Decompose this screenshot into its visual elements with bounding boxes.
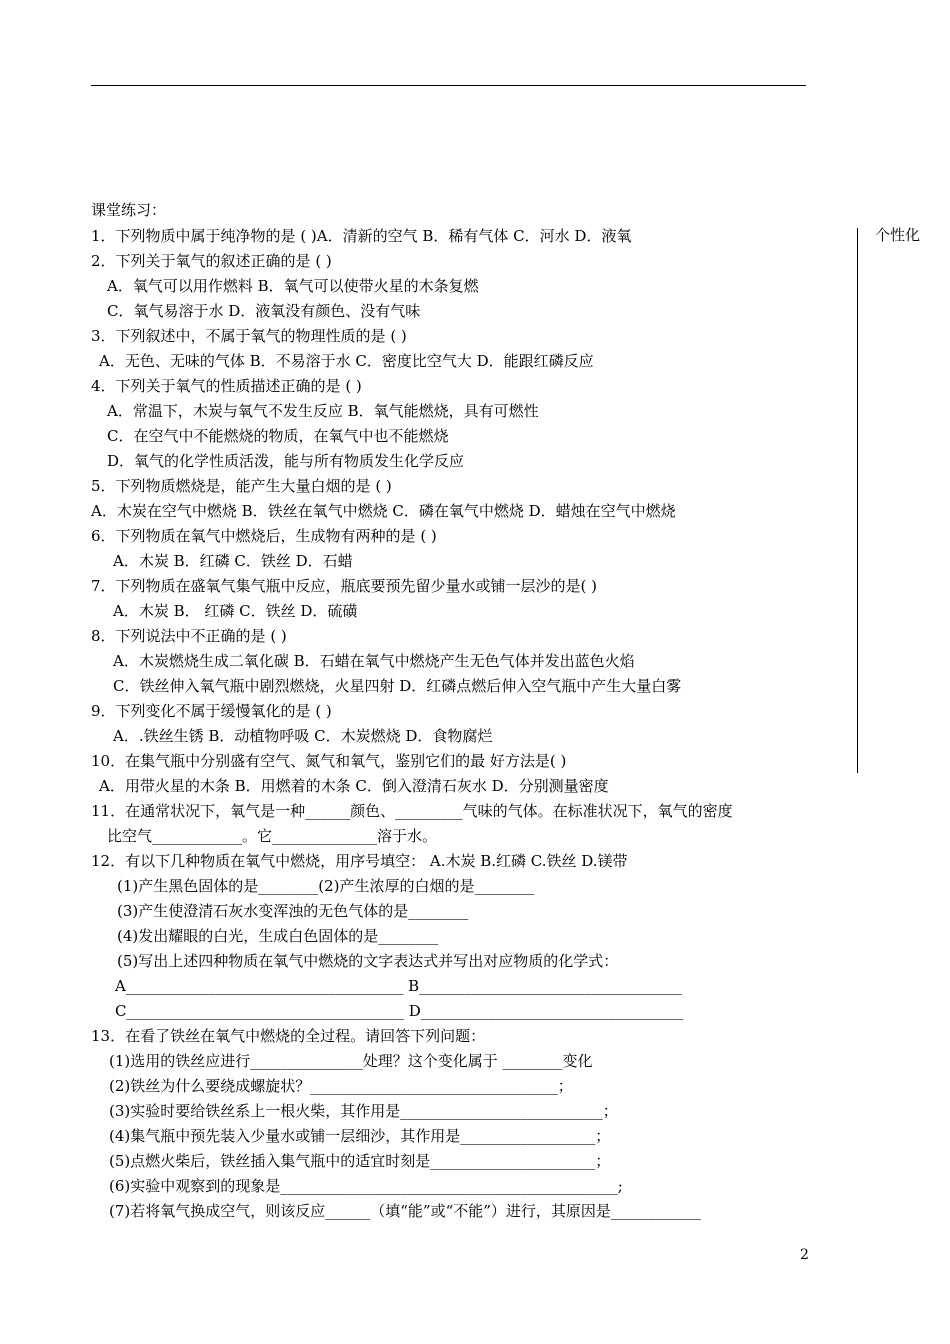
text-line: 4．下列关于氧气的性质描述正确的是 ( )	[91, 377, 362, 395]
text-line: 1．下列物质中属于纯净物的是 ( )A．清新的空气 B．稀有气体 C．河水 D．液氧	[91, 227, 632, 245]
text-line: A．木炭 B．红磷 C．铁丝 D．石蜡	[113, 552, 353, 570]
text-line: 7．下列物质在盛氧气集气瓶中反应，瓶底要预先留少量水或铺一层沙的是( )	[91, 577, 598, 595]
text-line: (5)点燃火柴后，铁丝插入集气瓶中的适宜时刻是______________________；	[109, 1152, 611, 1170]
text-line: C_____________________________________ D___________________________________	[115, 1002, 684, 1020]
text-line: D．氧气的化学性质活泼，能与所有物质发生化学反应	[107, 452, 465, 470]
text-line: 5．下列物质燃烧是，能产生大量白烟的是 ( )	[91, 477, 392, 495]
text-line: (7)若将氧气换成空气，则该反应______（填“能”或“不能”）进行，其原因是____________	[109, 1202, 701, 1220]
text-line: A．木炭在空气中燃烧 B．铁丝在氧气中燃烧 C．磷在氧气中燃烧 D．蜡烛在空气中燃烧	[91, 502, 676, 520]
text-line: (3)实验时要给铁丝系上一根火柴，其作用是___________________________；	[109, 1102, 618, 1120]
side-note: 个性化	[875, 226, 921, 244]
text-line: 6．下列物质在氧气中燃烧后，生成物有两种的是 ( )	[91, 527, 437, 545]
text-line: A．.铁丝生锈 B．动植物呼吸 C．木炭燃烧 D．食物腐烂	[113, 727, 493, 745]
text-line: 11．在通常状况下，氧气是一种______颜色、_________气味的气体。在标准状况下，氧气的密度	[91, 802, 733, 820]
text-line: (4)发出耀眼的白光，生成白色固体的是________	[117, 927, 439, 945]
text-line: (1)选用的铁丝应进行_______________处理？这个变化属于 ________变化	[109, 1052, 593, 1070]
text-line: (6)实验中观察到的现象是_____________________________________________;	[109, 1177, 623, 1195]
text-line: 10．在集气瓶中分别盛有空气、氮气和氧气，鉴别它们的最 好方法是( )	[91, 752, 567, 770]
text-line: C．铁丝伸入氧气瓶中剧烈燃烧，火星四射 D．红磷点燃后伸入空气瓶中产生大量白雾	[113, 677, 682, 695]
text-line: (2)铁丝为什么要绕成螺旋状？_________________________________；	[109, 1077, 573, 1095]
text-line: 12．有以下几种物质在氧气中燃烧，用序号填空： A.木炭 B.红磷 C.铁丝 D.镁带	[91, 852, 628, 870]
text-line: C．在空气中不能燃烧的物质，在氧气中也不能燃烧	[107, 427, 449, 445]
margin-divider	[857, 228, 858, 773]
text-line: 比空气____________。它______________溶于水。	[107, 827, 438, 845]
text-line: A．用带火星的木条 B．用燃着的木条 C．倒入澄清石灰水 D．分别测量密度	[99, 777, 609, 795]
text-line: (5)写出上述四种物质在氧气中燃烧的文字表达式并写出对应物质的化学式：	[117, 952, 619, 970]
text-line: 2．下列关于氧气的叙述正确的是 ( )	[91, 252, 332, 270]
text-line: (3)产生使澄清石灰水变浑浊的无色气体的是________	[117, 902, 469, 920]
text-line: A．常温下，木炭与氧气不发生反应 B．氧气能燃烧，具有可燃性	[107, 402, 539, 420]
text-line: 9．下列变化不属于缓慢氧化的是 ( )	[91, 702, 332, 720]
text-line: A．氧气可以用作燃料 B．氧气可以使带火星的木条复燃	[107, 277, 479, 295]
text-line: 课堂练习：	[91, 201, 167, 219]
text-line: C．氧气易溶于水 D．液氧没有颜色、没有气味	[107, 302, 421, 320]
text-line: 3．下列叙述中，不属于氧气的物理性质的是 ( )	[91, 327, 407, 345]
text-line: (4)集气瓶中预先装入少量水或铺一层细沙，其作用是__________________；	[109, 1127, 611, 1145]
header-rule	[91, 85, 806, 86]
text-line: 13．在看了铁丝在氧气中燃烧的全过程。请回答下列问题：	[91, 1027, 486, 1045]
text-line: (1)产生黑色固体的是________(2)产生浓厚的白烟的是________	[117, 877, 535, 895]
text-line: A_____________________________________ B___________________________________	[115, 977, 682, 995]
text-line: A．无色、无味的气体 B．不易溶于水 C．密度比空气大 D．能跟红磷反应	[99, 352, 594, 370]
text-line: 8．下列说法中不正确的是 ( )	[91, 627, 287, 645]
text-line: A．木炭燃烧生成二氧化碳 B．石蜡在氧气中燃烧产生无色气体并发出蓝色火焰	[113, 652, 635, 670]
text-line: A．木炭 B． 红磷 C．铁丝 D．硫磺	[113, 602, 358, 620]
page-number: 2	[800, 1247, 809, 1263]
